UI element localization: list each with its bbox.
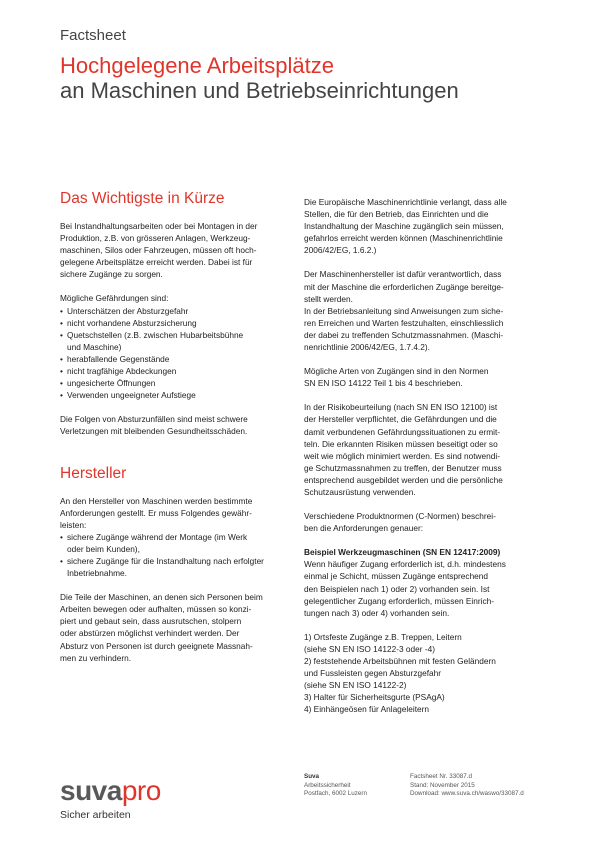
hazard-item: • nicht vorhandene Absturzsicherung (60, 317, 290, 329)
hazard-item: • ungesicherte Öffnungen (60, 377, 290, 389)
left-column (60, 190, 290, 676)
requirement-item: • sichere Zugänge während der Montage (im Werk oder beim Kunden), (60, 531, 290, 555)
footer-org-department: Arbeitssicherheit (304, 781, 351, 789)
footer-org-name: Suva (304, 773, 320, 780)
hazard-item: • herabfallende Gegenstände (60, 353, 290, 365)
operating-manual-text: In der Betriebsanleitung sind Anweisungen zum siche- ren Erreichen und Warten festzuhalten, einschliesslich der dabei zu treffenden Schutzmassnahmen. (Maschi- nenrichtlinie 2006/42/EG, 1.7.4.2). (304, 305, 504, 353)
logo-suva-text: suva (60, 775, 122, 806)
machinery-directive-text: Die Europäische Maschinenrichtlinie verlangt, dass alle Stellen, die für den Betrieb, das Einrichten und die Instandhaltung der Maschine zugänglich sein müssen, gefahrlos erreicht werden können (Maschinenrichtlinie 2006/42/EG, 1.6.2.) (304, 197, 507, 256)
document-subtitle: an Maschinen und Betriebseinrichtungen (60, 78, 459, 103)
access-type-item: 3) Halter für Sicherheitsgurte (PSAgA) (304, 692, 445, 703)
suvapro-logo (60, 777, 220, 821)
access-types-list (304, 631, 540, 716)
logo-tagline: Sicher arbeiten (60, 809, 131, 821)
manufacturer-intro: An den Hersteller von Maschinen werden bestimmte Anforderungen gestellt. Er muss Folgendes gewähr- leisten: (60, 495, 253, 530)
logo-wordmark (60, 777, 220, 805)
product-standards-text: Verschiedene Produktnormen (C-Normen) beschrei- ben die Anforderungen genauer: (304, 511, 496, 534)
footer-org-address: Postfach, 6002 Luzern (304, 790, 368, 798)
manufacturer-responsibility-text: Der Maschinenhersteller ist dafür verantwortlich, dass mit der Maschine die erforderlichen Zugänge bereitge- stellt werden. (304, 269, 504, 304)
footer-document-meta: Factsheet Nr. 33087.d Stand: November 2015 Download: www.suva.ch/waswo/33087.d (410, 773, 524, 798)
document-header (60, 27, 560, 103)
section-heading-manufacturer: Hersteller (60, 464, 127, 482)
summary-intro: Bei Instandhaltungsarbeiten oder bei Montagen in der Produktion, z.B. von grösseren Anlagen, Werkzeug- maschinen, Silos oder Fahrzeugen, müssen oft hoch- gelegene Arbeitsplätze erreicht werden. Dabei ist für sichere Zugänge zu sorgen. (60, 221, 258, 280)
access-standards-text: Mögliche Arten von Zugängen sind in den Normen SN EN ISO 14122 Teil 1 bis 4 beschrieben. (304, 366, 489, 389)
example-text: Wenn häufiger Zugang erforderlich ist, d.h. mindestens einmal je Schicht, müssen Zugänge entsprechend den Beispielen nach 1) oder 2) vorhanden sein. Ist gelegentlicher Zugang erforderlich, müssen Einrich- tungen nach 3) oder 4) vorhanden sein. (304, 559, 506, 618)
document-type: Factsheet (60, 27, 126, 44)
access-type-item: 4) Einhängeösen für Anlageleitern (304, 704, 430, 715)
footer-organization (304, 773, 399, 799)
hazard-item: • Quetschstellen (z.B. zwischen Hubarbeitsbühne und Maschine) (60, 329, 290, 353)
hazard-item: • Verwenden ungeeigneter Aufstiege (60, 389, 290, 401)
section-spacer (60, 450, 290, 465)
hazards-intro: Mögliche Gefährdungen sind: (60, 293, 169, 304)
risk-assessment-text: In der Risikobeurteilung (nach SN EN ISO 12100) ist der Hersteller verpflichtet, die Gefährdungen und die damit verbundenen Gefährdungssituationen zu ermit- teln. Die erkannten Risiken müssen beseitigt oder so weit wie möglich minimiert werden. Es sind notwendi- ge Schutzmassnahmen zu treffen, der Benutzer muss entsprechend ausgebildet werden und die persönliche Schutzausrüstung verwenden. (304, 402, 503, 497)
example-heading: Beispiel Werkzeugmaschinen (SN EN 12417:2009) (304, 547, 501, 558)
machine-parts-text: Die Teile der Maschinen, an denen sich Personen beim Arbeiten bewegen oder aufhalten, müssen so konzi- piert und gebaut sein, dass ausrutschen, stolpern oder abstürzen möglichst verhindert werden. Der Absturz von Personen ist durch geeignete Massnah- men zu verhindern. (60, 592, 263, 663)
logo-pro-text: pro (121, 775, 161, 806)
hazard-item: • nicht tragfähige Abdeckungen (60, 365, 290, 377)
hazards-list (60, 305, 290, 402)
access-type-item: 2) feststehende Arbeitsbühnen mit festen Geländern und Fussleisten gegen Absturzgefahr (siehe SN EN ISO 14122-2) (304, 656, 496, 691)
right-column (304, 196, 540, 715)
requirement-item: • sichere Zugänge für die Instandhaltung nach erfolgter Inbetriebnahme. (60, 555, 290, 579)
hazard-item: • Unterschätzen der Absturzgefahr (60, 305, 290, 317)
requirements-list (60, 531, 290, 579)
document-title: Hochgelegene Arbeitsplätze (60, 53, 334, 78)
consequences-text: Die Folgen von Absturzunfällen sind meist schwere Verletzungen mit bleibenden Gesundheitsschäden. (60, 414, 248, 437)
section-heading-summary: Das Wichtigste in Kürze (60, 190, 225, 207)
access-type-item: 1) Ortsfeste Zugänge z.B. Treppen, Leitern (siehe SN EN ISO 14122-3 oder -4) (304, 631, 462, 654)
